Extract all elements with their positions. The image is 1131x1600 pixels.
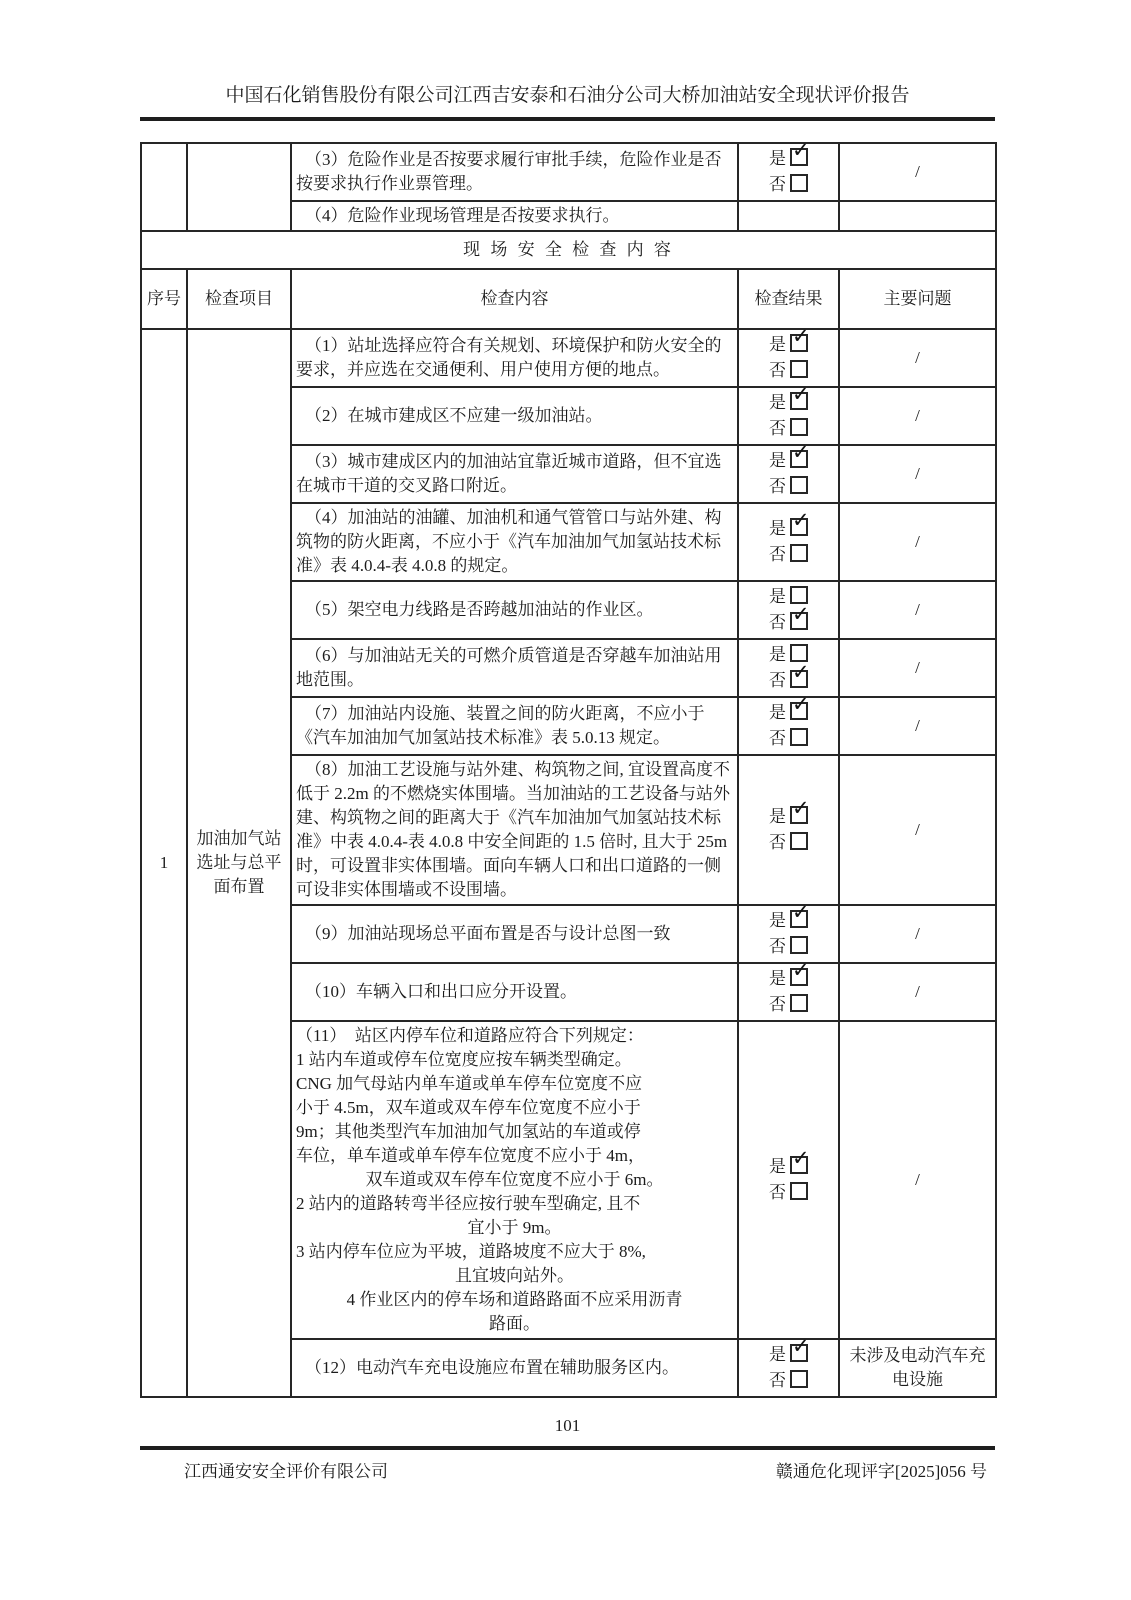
check-content-cell: [291, 329, 738, 387]
footer-doc-number: 赣通危化现评字[2025]056 号: [775, 1462, 987, 1481]
result-option-yes: [769, 1146, 810, 1180]
check-content-line: 3 站内停车位应为平坡，道路坡度不应大于 8%,: [296, 1242, 646, 1261]
check-content-cell: [291, 201, 738, 231]
footer-divider: [140, 1446, 995, 1450]
result-checkboxes: [769, 1334, 810, 1394]
result-option-no: [769, 1180, 808, 1206]
result-option-label: 是: [769, 911, 786, 930]
main-problem-cell: /: [839, 905, 996, 963]
check-icon: ✓: [792, 660, 810, 684]
column-header-seq: 序号: [141, 269, 187, 329]
check-content-text: （4）危险作业现场管理是否按要求执行。: [305, 206, 620, 225]
main-problem-cell: /: [839, 445, 996, 503]
result-checkboxes: [769, 382, 810, 442]
check-result-cell: [738, 324, 839, 387]
result-option-label: 是: [769, 645, 786, 664]
result-checkboxes: [769, 440, 810, 500]
check-content-cell: [291, 387, 738, 445]
result-checkboxes: [769, 642, 808, 694]
result-option-yes: [769, 508, 810, 542]
check-result-cell: [738, 958, 839, 1021]
main-problem-cell: 未涉及电动汽车充电设施: [839, 1339, 996, 1397]
result-option-label: 否: [769, 361, 786, 380]
result-option-no: [769, 992, 808, 1018]
result-option-yes: [769, 138, 810, 172]
result-option-label: 否: [769, 729, 786, 748]
checkbox-unchecked: [790, 1370, 808, 1388]
result-checkboxes: [769, 958, 810, 1018]
checkbox-checked: [790, 796, 810, 824]
check-icon: ✓: [792, 796, 810, 820]
header-divider: [140, 117, 995, 121]
result-option-label: 是: [769, 335, 786, 354]
checkbox-checked: [790, 508, 810, 536]
result-option-yes: [769, 382, 810, 416]
checkbox-checked: [790, 900, 810, 928]
check-content-line: 2 站内的道路转弯半径应按行驶车型确定, 且不: [296, 1194, 641, 1213]
checkbox-checked: [790, 382, 810, 410]
result-option-no: [769, 542, 808, 568]
safety-checklist-table: [140, 138, 997, 1398]
check-result-cell: [738, 639, 839, 697]
result-option-yes: [769, 324, 810, 358]
check-result-cell: [738, 503, 839, 581]
check-icon: ✓: [792, 1146, 810, 1170]
check-content-text: （3）危险作业是否按要求履行审批手续，危险作业是否按要求执行作业票管理。: [296, 150, 722, 193]
check-content-text: （7）加油站内设施、装置之间的防火距离，不应小于《汽车加油加气加氢站技术标准》表 5.0.13 规定。: [296, 704, 705, 747]
main-problem-cell: /: [839, 639, 996, 697]
main-problem-cell: /: [839, 697, 996, 755]
checkbox-unchecked: [790, 418, 808, 436]
check-result-cell: [738, 138, 839, 201]
check-result-cell: [738, 1334, 839, 1397]
check-icon: ✓: [792, 602, 810, 626]
check-content-line: 宜小于 9m。: [467, 1218, 562, 1237]
check-result-cell: [738, 900, 839, 963]
result-option-label: 是: [769, 703, 786, 722]
checkbox-unchecked: [790, 832, 808, 850]
result-option-label: 是: [769, 393, 786, 412]
result-checkboxes: [769, 324, 810, 384]
result-option-yes: [769, 440, 810, 474]
checkbox-unchecked: [790, 936, 808, 954]
check-content-cell: [291, 143, 738, 201]
result-option-yes: [769, 958, 810, 992]
checkbox-checked: [790, 1334, 810, 1362]
result-checkboxes: [769, 138, 810, 198]
checkbox-unchecked: [790, 1182, 808, 1200]
result-checkboxes: [769, 900, 810, 960]
checkbox-unchecked: [790, 994, 808, 1012]
check-content-text: （5）架空电力线路是否跨越加油站的作业区。: [305, 600, 654, 619]
column-header-row: [141, 269, 996, 329]
result-option-label: 是: [769, 969, 786, 988]
result-option-label: 否: [769, 1371, 786, 1390]
result-option-no: [769, 830, 808, 856]
result-option-no: [769, 1368, 808, 1394]
check-icon: ✓: [792, 440, 810, 464]
checkbox-checked: [790, 958, 810, 986]
result-checkboxes: [769, 1146, 810, 1206]
checkbox-unchecked: [790, 728, 808, 746]
check-icon: ✓: [792, 508, 810, 532]
checkbox-checked: [790, 324, 810, 352]
result-option-label: 否: [769, 937, 786, 956]
result-checkboxes: [769, 584, 808, 636]
checkbox-checked: [790, 692, 810, 720]
checkbox-unchecked: [790, 476, 808, 494]
result-option-no: [769, 474, 808, 500]
check-content-line: 且宜坡向站外。: [455, 1266, 574, 1285]
result-option-label: 否: [769, 477, 786, 496]
check-icon: ✓: [792, 900, 810, 924]
check-result-cell: [738, 440, 839, 503]
checkbox-unchecked: [790, 544, 808, 562]
seq-cell-empty: [141, 143, 187, 231]
checkbox-checked: [790, 602, 810, 630]
result-option-yes: [769, 796, 810, 830]
result-option-label: 是: [769, 1157, 786, 1176]
result-option-label: 否: [769, 175, 786, 194]
check-content-line: 车位，单车道或单车停车位宽度不应小于 4m，: [296, 1146, 645, 1165]
main-problem-cell: /: [839, 329, 996, 387]
check-icon: ✓: [792, 692, 810, 716]
document-footer: [140, 1460, 995, 1484]
check-result-cell: [738, 755, 839, 905]
result-option-label: 否: [769, 613, 786, 632]
check-result-cell: [738, 692, 839, 755]
check-content-cell: [291, 1339, 738, 1397]
check-content-text: （12）电动汽车充电设施应布置在辅助服务区内。: [305, 1358, 679, 1377]
result-option-no: [769, 416, 808, 442]
check-icon: ✓: [792, 958, 810, 982]
result-option-label: 是: [769, 149, 786, 168]
main-problem-cell: /: [839, 755, 996, 905]
result-option-no: [769, 172, 808, 198]
result-option-label: 否: [769, 833, 786, 852]
check-icon: ✓: [792, 138, 810, 162]
check-content-cell: [291, 503, 738, 581]
check-content-text: （8）加油工艺设施与站外建、构筑物之间, 宜设置高度不低于 2.2m 的不燃烧实体围墙。当加油站的工艺设备与站外建、构筑物之间的距离大于《汽车加油加气加氢站技术标准》中表 4.0.4-表 4.0.8 中安全间距的 1.5 倍时, 且大于 25m 时，可设置非实体围墙。面向车辆人口和出口道路的一侧可设非实体围墙或不设围墙。: [296, 760, 730, 899]
check-result-cell: [738, 1021, 839, 1339]
result-option-label: 是: [769, 1345, 786, 1364]
result-option-label: 否: [769, 995, 786, 1014]
main-problem-cell: /: [839, 143, 996, 201]
main-problem-cell: /: [839, 581, 996, 639]
result-option-label: 否: [769, 419, 786, 438]
result-option-label: 是: [769, 519, 786, 538]
result-option-label: 是: [769, 587, 786, 606]
item-cell-empty: [187, 143, 291, 231]
table-row: [141, 329, 996, 387]
checkbox-checked: [790, 1146, 810, 1174]
result-option-label: 是: [769, 451, 786, 470]
checkbox-checked: [790, 440, 810, 468]
column-header-problem: 主要问题: [839, 269, 996, 329]
check-result-cell: [738, 581, 839, 639]
result-option-no: [769, 934, 808, 960]
table-row: [141, 143, 996, 201]
check-content-cell: [291, 697, 738, 755]
result-option-no: [769, 358, 808, 384]
check-content-text: （4）加油站的油罐、加油机和通气管管口与站外建、构筑物的防火距离，不应小于《汽车加油加气加氢站技术标准》表 4.0.4-表 4.0.8 的规定。: [296, 508, 722, 575]
checkbox-checked: [790, 138, 810, 166]
result-option-label: 否: [769, 545, 786, 564]
main-problem-cell: [839, 201, 996, 231]
check-content-text: （3）城市建成区内的加油站宜靠近城市道路，但不宜选在城市干道的交叉路口附近。: [296, 452, 722, 495]
check-icon: ✓: [792, 1334, 810, 1358]
column-header-content: 检查内容: [291, 269, 738, 329]
check-content-cell: [291, 963, 738, 1021]
section-title: 现 场 安 全 检 查 内 容: [141, 231, 996, 269]
result-option-no: [769, 726, 808, 752]
main-problem-cell: /: [839, 503, 996, 581]
check-content-line: （11） 站区内停车位和道路应符合下列规定：: [296, 1026, 644, 1045]
checkbox-checked: [790, 660, 810, 688]
result-option-label: 否: [769, 1183, 786, 1202]
check-content-text: （9）加油站现场总平面布置是否与设计总图一致: [305, 924, 671, 943]
column-header-result: 检查结果: [738, 269, 839, 329]
section-title-row: [141, 231, 996, 269]
result-checkboxes: [769, 796, 810, 856]
main-problem-cell: /: [839, 963, 996, 1021]
check-content-cell: [291, 445, 738, 503]
result-checkboxes: [769, 692, 810, 752]
check-content-line: 1 站内车道或停车位宽度应按车辆类型确定。: [296, 1050, 632, 1069]
main-problem-cell: /: [839, 387, 996, 445]
result-option-yes: [769, 1334, 810, 1368]
check-content-cell: [291, 1021, 738, 1339]
result-checkboxes: [769, 508, 810, 568]
item-cell: 加油加气站选址与总平面布置: [187, 329, 291, 1397]
check-content-line: 双车道或双车停车位宽度不应小于 6m。: [365, 1170, 664, 1189]
checkbox-unchecked: [790, 360, 808, 378]
result-option-yes: [769, 900, 810, 934]
check-content-line: 小于 4.5m，双车道或双车停车位宽度不应小于: [296, 1098, 641, 1117]
check-content-text: （10）车辆入口和出口应分开设置。: [305, 982, 577, 1001]
report-title: 中国石化销售股份有限公司江西吉安泰和石油分公司大桥加油站安全现状评价报告: [225, 85, 910, 106]
check-content-cell: [291, 639, 738, 697]
check-content-text: （6）与加油站无关的可燃介质管道是否穿越车加油站用地范围。: [296, 646, 722, 689]
result-option-label: 是: [769, 807, 786, 826]
check-result-cell: [738, 201, 839, 231]
check-icon: ✓: [792, 324, 810, 348]
main-problem-cell: /: [839, 1021, 996, 1339]
check-content-text: （2）在城市建成区不应建一级加油站。: [305, 406, 603, 425]
check-icon: ✓: [792, 382, 810, 406]
seq-cell: 1: [141, 329, 187, 1397]
checklist-body: [141, 138, 996, 1397]
check-content-line: 路面。: [489, 1314, 540, 1333]
check-content-cell: [291, 905, 738, 963]
page-number: 101: [554, 1416, 581, 1435]
column-header-item: 检查项目: [187, 269, 291, 329]
checkbox-unchecked: [790, 174, 808, 192]
check-result-cell: [738, 382, 839, 445]
check-content-line: CNG 加气母站内单车道或单车停车位宽度不应: [296, 1074, 643, 1093]
result-option-yes: [769, 692, 810, 726]
result-option-label: 否: [769, 671, 786, 690]
check-content-cell: [291, 581, 738, 639]
check-content-line: 9m；其他类型汽车加油加气加氢站的车道或停: [296, 1122, 641, 1141]
check-content-line: 4 作业区内的停车场和道路路面不应采用沥青: [346, 1290, 683, 1309]
check-content-text: （1）站址选择应符合有关规划、环境保护和防火安全的要求，并应选在交通便利、用户使用方便的地点。: [296, 336, 722, 379]
result-option-no: [769, 660, 810, 694]
result-option-no: [769, 602, 810, 636]
check-content-cell: [291, 755, 738, 905]
footer-company: 江西通安安全评价有限公司: [184, 1462, 388, 1481]
